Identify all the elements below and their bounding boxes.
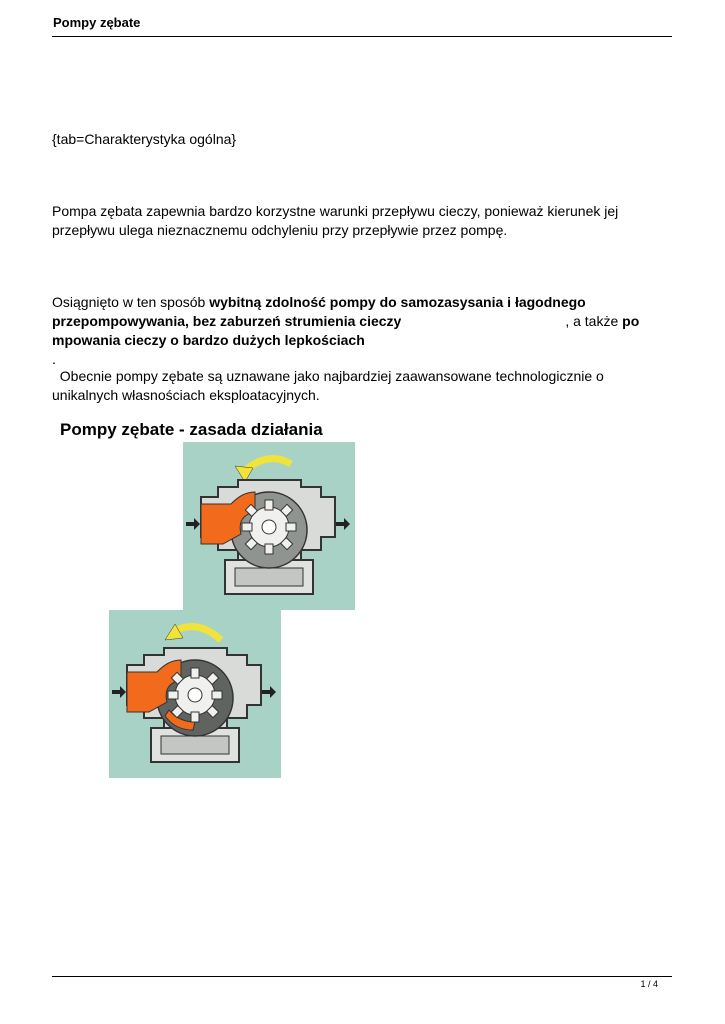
header-divider [52,36,672,37]
features-bold-2: przepompowywania, bez zaburzeń strumienia cieczy [52,313,402,329]
paragraph-intro-line-1: Pompa zębata zapewnia bardzo korzystne warunki przepływu cieczy, ponieważ kierunek jej [52,203,619,219]
page-header-title: Pompy zębate [53,15,141,30]
paragraph-intro-line-2: przepływu ulega nieznacznemu odchyleniu przy przepływie przez pompę. [52,222,508,238]
page-number: 1 / 4 [640,979,658,989]
features-plain-1: Osiągnięto w ten sposób [52,294,210,310]
paragraph-features-line-2 [52,312,682,331]
paragraph-features [52,293,682,369]
features-bold-4: mpowania cieczy o bardzo dużych lepkościach [52,332,365,348]
features-bold-3: po [622,313,640,329]
paragraph-features-line-3 [52,331,682,350]
features-dot: . [52,351,56,367]
features-plain-2: , a także [565,313,623,329]
paragraph-summary-line-1: Obecnie pompy zębate są uznawane jako najbardziej zaawansowane technologicznie o [52,368,604,384]
tab-marker: {tab=Charakterystyka ogólna} [52,131,237,147]
footer-divider [52,976,672,977]
paragraph-features-line-1 [52,293,682,312]
paragraph-summary-line-2: unikalnych własnościach eksploatacyjnych. [52,387,320,403]
gear-pump-diagram-2 [109,610,281,778]
paragraph-summary [52,367,682,405]
features-bold-1: wybitną zdolność pompy do samozasysania i łagodnego [209,294,586,310]
section-heading: Pompy zębate - zasada działania [60,420,323,439]
gear-pump-diagram-1 [183,442,355,610]
paragraph-intro [52,202,682,240]
